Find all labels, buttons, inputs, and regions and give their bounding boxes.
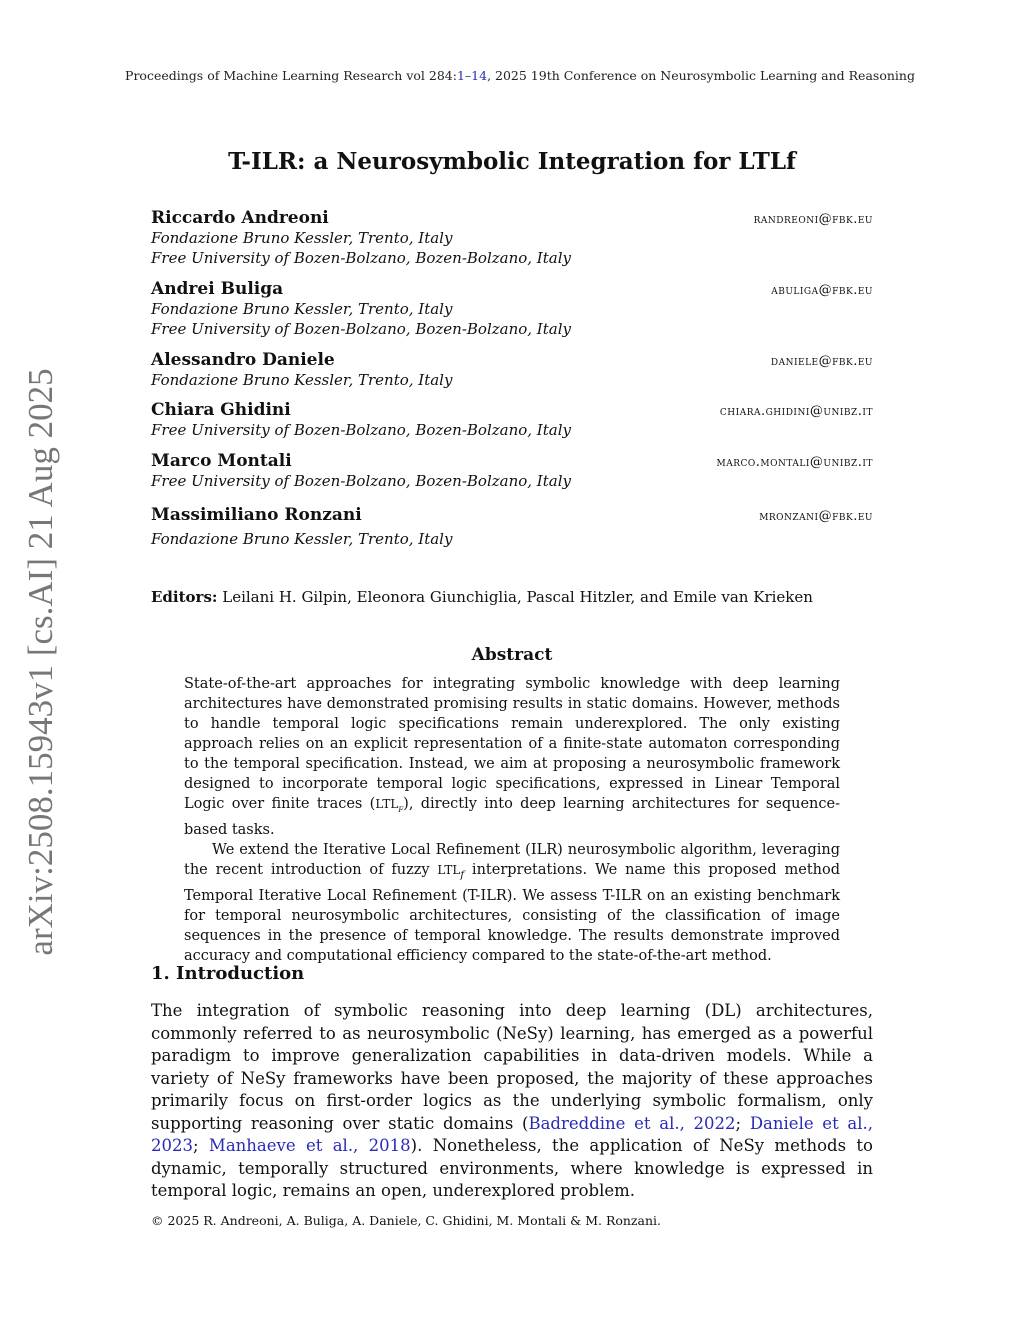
running-head-suffix: , 2025 19th Conference on Neurosymbolic Learning and Reasoning (487, 68, 915, 83)
author-block (151, 350, 873, 390)
section-heading: 1. Introduction (151, 963, 305, 984)
page-range-link[interactable]: 1–14 (456, 68, 488, 83)
author-name: Marco Montali (151, 451, 292, 471)
ltlf-main: LTL (375, 797, 399, 811)
intro-text: ). Nonetheless, the application of NeSy methods to dynamic, temporally structured environments, where knowledge is expressed in temporal logic, remains an open, underexplored problem. (151, 1136, 873, 1200)
intro-text: The integration of symbolic reasoning into deep learning (DL) architectures, commonly referred to as neurosymbolic (NeSy) learning, has emerged as a powerful paradigm to improve generalization capabilities in data-driven models. While a variety of NeSy frameworks have been proposed, the majority of these approaches primarily focus on first-order logics as the underlying symbolic formalism, only supporting reasoning over static domains ( (151, 1001, 873, 1133)
author-affiliation: Fondazione Bruno Kessler, Trento, Italy (151, 530, 453, 548)
author-block (151, 400, 873, 440)
author-name: Andrei Buliga (151, 279, 284, 299)
abstract-paragraph (184, 674, 840, 840)
author-block (151, 451, 873, 491)
author-affiliation: Fondazione Bruno Kessler, Trento, Italy (151, 300, 453, 318)
ltlf-term (375, 796, 404, 815)
author-affiliation: Fondazione Bruno Kessler, Trento, Italy (151, 371, 453, 389)
abstract-text: State-of-the-art approaches for integrating symbolic knowledge with deep learning architectures have demonstrated promising results in static domains. However, methods to handle temporal logic specifications remain underexplored. The only existing approach relies on an explicit representation of a finite-state automaton corresponding to the temporal specification. Instead, we aim at proposing a neurosymbolic framework designed to incorporate temporal logic specifications, expressed in Linear Temporal Logic over finite traces ( (184, 676, 840, 812)
author-name: Chiara Ghidini (151, 400, 291, 420)
abstract-paragraph (184, 840, 840, 966)
citation-link[interactable]: Daniele et al., 2023 (151, 1113, 874, 1155)
ltlf-main: LTL (437, 862, 461, 877)
author-block (151, 505, 873, 549)
copyright-footer: © 2025 R. Andreoni, A. Buliga, A. Daniele, C. Ghidini, M. Montali & M. Ronzani. (151, 1213, 661, 1228)
author-email[interactable]: chiara.ghidini@unibz.it (719, 404, 873, 419)
abstract-text: interpretations. We name this proposed method Temporal Iterative Local Refinement (T-ILR). We assess T-ILR on an existing benchmark for temporal neurosymbolic architectures, consisting of the classification of image sequences in the presence of temporal knowledge. The results demonstrate improved accuracy and computational efficiency compared to the state-of-the-art method. (184, 861, 840, 964)
citation-separator: ; (193, 1136, 209, 1155)
arxiv-stamp: arXiv:2508.15943v1 [cs.AI] 21 Aug 2025 (21, 368, 60, 956)
editors-label: Editors: (151, 588, 218, 606)
running-head-prefix: Proceedings of Machine Learning Research vol 284: (125, 68, 457, 83)
citation-link[interactable]: Manhaeve et al., 2018 (208, 1136, 411, 1155)
author-block (151, 208, 873, 268)
ltlf-term (437, 862, 465, 881)
citation-link[interactable]: Badreddine et al., 2022 (528, 1113, 736, 1133)
author-affiliation: Fondazione Bruno Kessler, Trento, Italy (151, 229, 453, 247)
author-block (151, 279, 873, 339)
author-email[interactable]: mronzani@fbk.eu (759, 509, 873, 524)
paper-title: T-ILR: a Neurosymbolic Integration for LTLf (228, 148, 796, 175)
author-name: Riccardo Andreoni (151, 208, 329, 228)
abstract-heading: Abstract (471, 645, 553, 665)
author-affiliation: Free University of Bozen-Bolzano, Bozen-Bolzano, Italy (151, 421, 571, 439)
abstract-text: ), directly into deep learning architectures for sequence-based tasks. (184, 796, 840, 838)
ltlf-sub: f (460, 869, 465, 881)
running-head (0, 68, 1024, 83)
abstract-text: We extend the Iterative Local Refinement (ILR) neurosymbolic algorithm, leveraging the recent introduction of fuzzy (184, 841, 840, 878)
author-name: Massimiliano Ronzani (151, 505, 362, 525)
author-email[interactable]: randreoni@fbk.eu (753, 212, 873, 227)
intro-paragraph (151, 1000, 873, 1203)
ltlf-sub: f (398, 803, 404, 815)
author-affiliation: Free University of Bozen-Bolzano, Bozen-Bolzano, Italy (151, 249, 571, 267)
editors-names: Leilani H. Gilpin, Eleonora Giunchiglia, Pascal Hitzler, and Emile van Krieken (222, 588, 813, 606)
editors-line (151, 588, 873, 606)
abstract-body (184, 674, 840, 966)
author-email[interactable]: abuliga@fbk.eu (771, 283, 873, 298)
author-name: Alessandro Daniele (151, 350, 335, 370)
author-affiliation: Free University of Bozen-Bolzano, Bozen-Bolzano, Italy (151, 320, 571, 338)
author-email[interactable]: daniele@fbk.eu (770, 354, 873, 369)
author-affiliation: Free University of Bozen-Bolzano, Bozen-Bolzano, Italy (151, 472, 571, 490)
citation-separator: ; (735, 1113, 750, 1133)
author-email[interactable]: marco.montali@unibz.it (716, 455, 873, 470)
